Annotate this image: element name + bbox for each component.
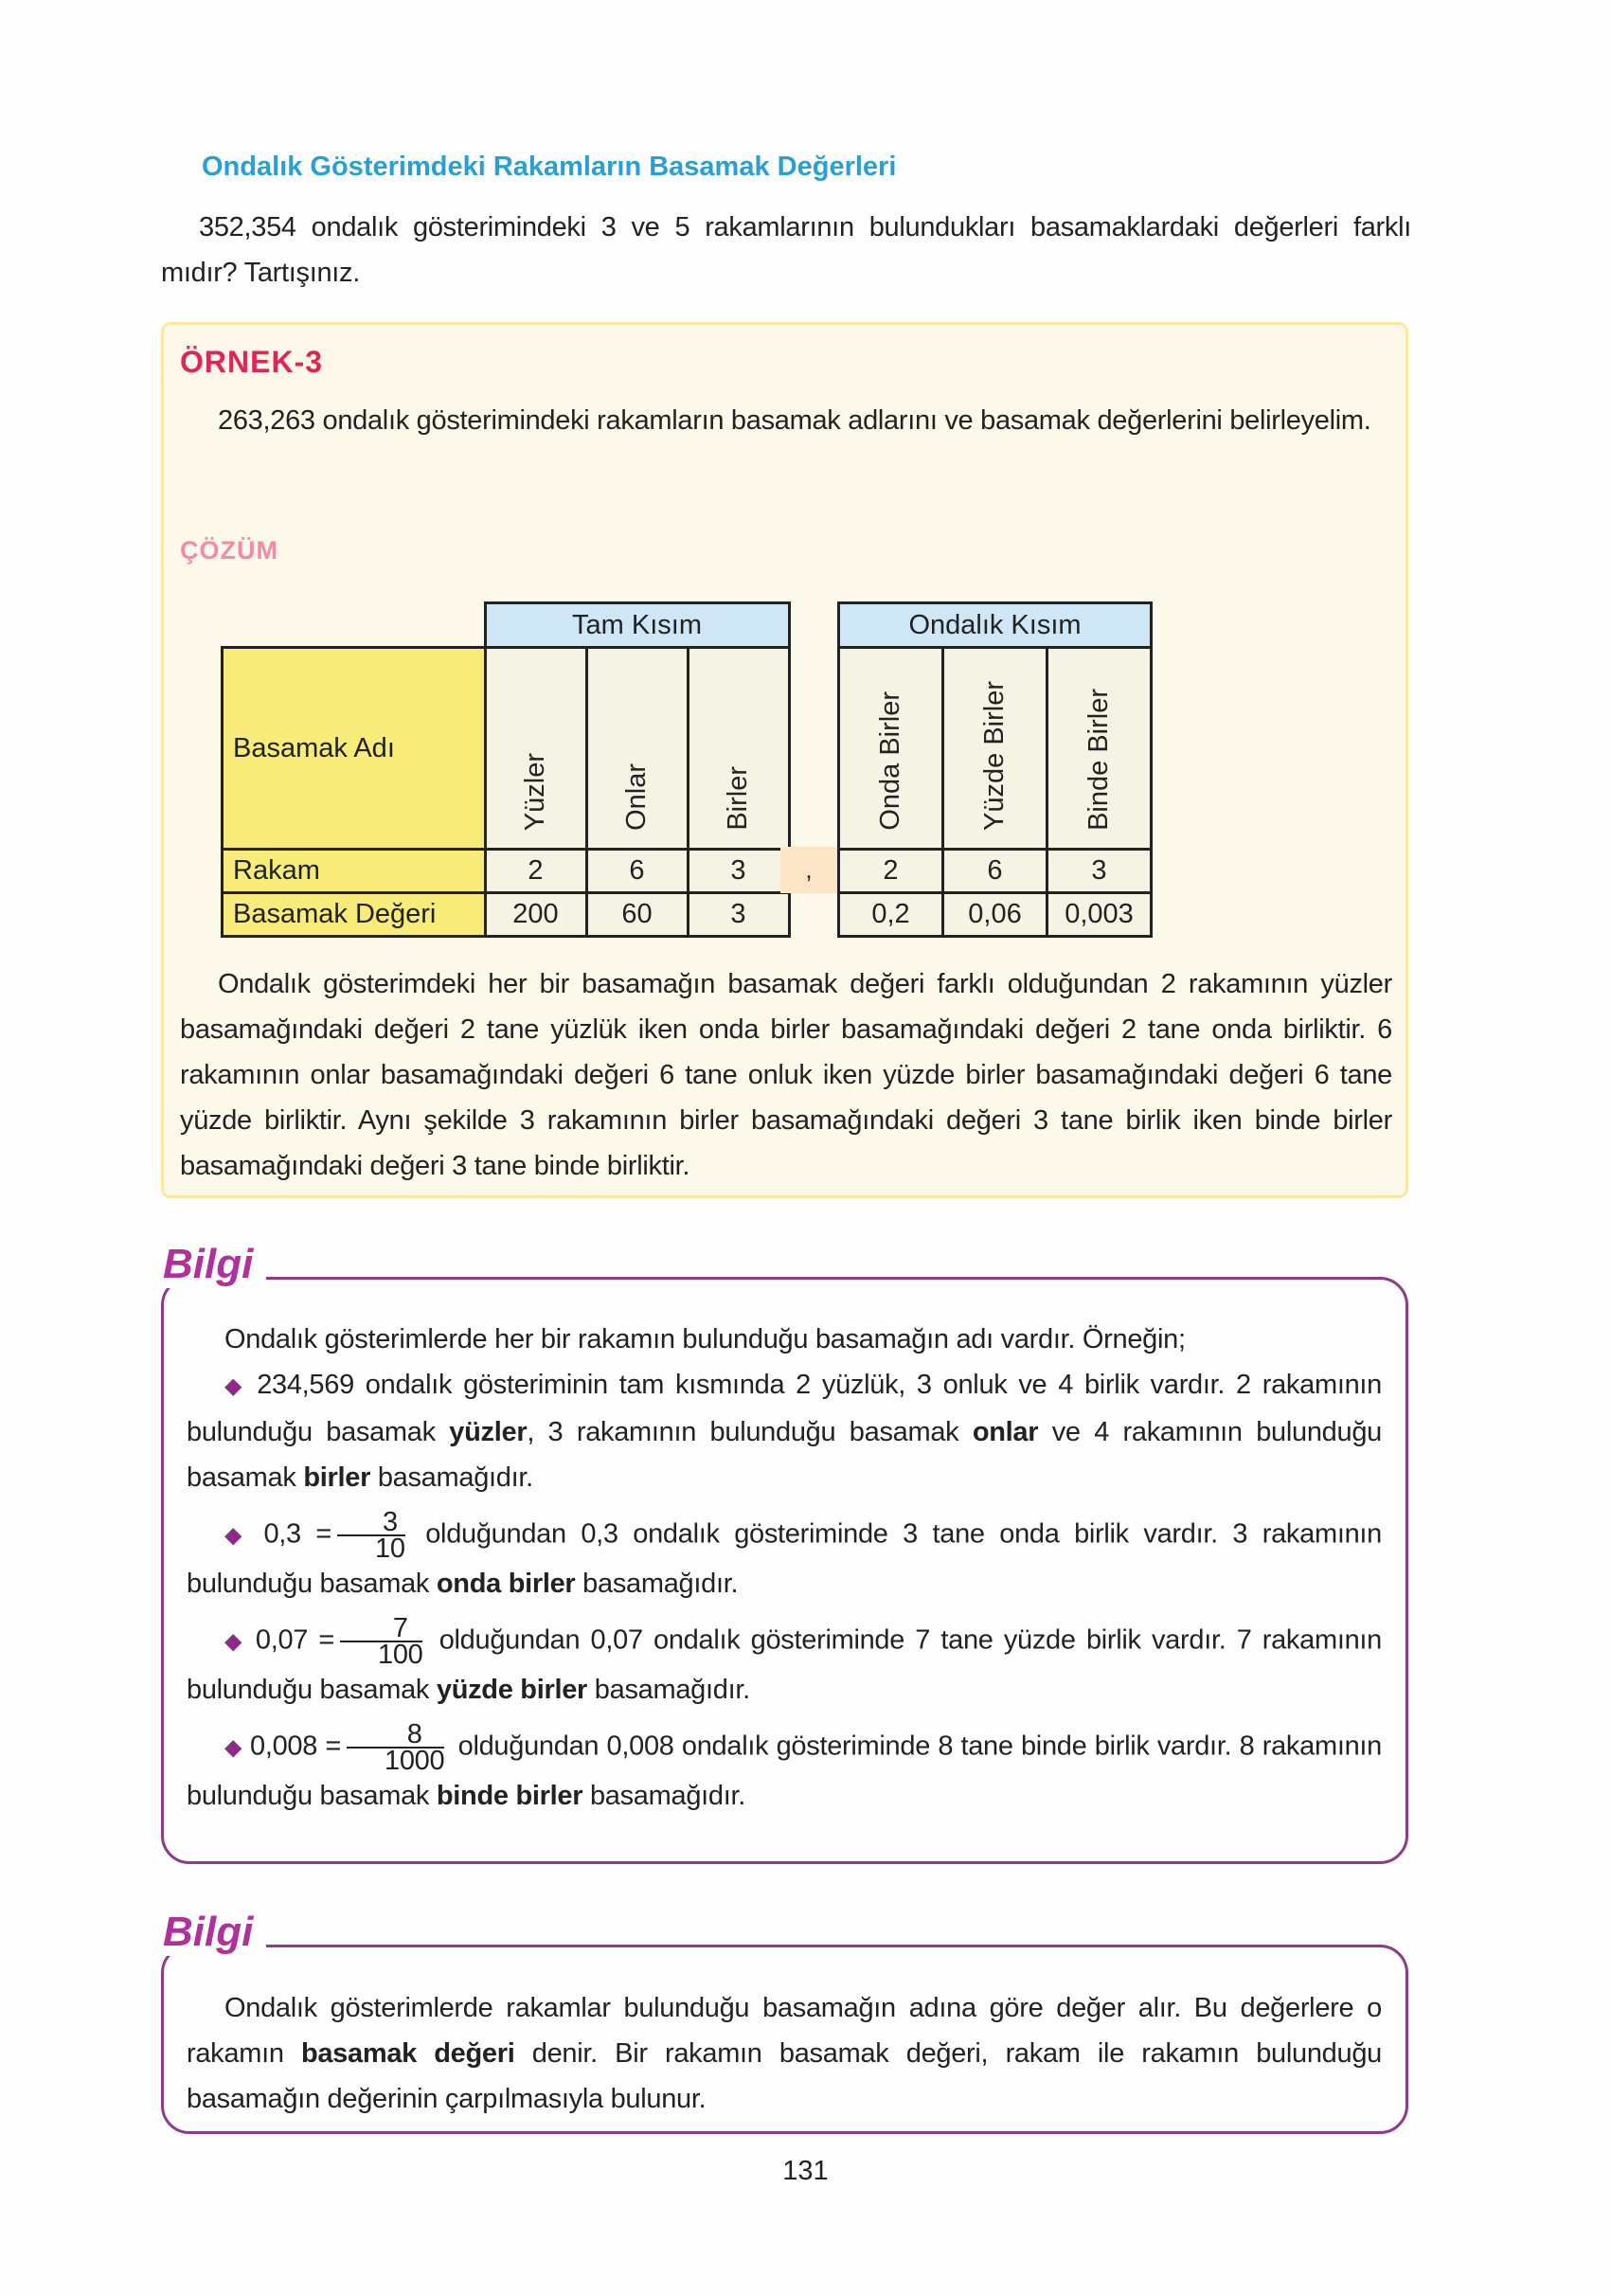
section-title: Ondalık Gösterimdeki Rakamların Basamak Değerleri [202, 152, 897, 182]
example-question: 263,263 ondalık gösterimindeki rakamların basamak adlarını ve basamak değerlerini belirleyelim. [218, 405, 1371, 436]
digit-cell: 2 [839, 850, 943, 893]
place-name: Onda Birler [839, 648, 943, 850]
fraction: $\frac{8}{1000}$ [347, 1722, 444, 1773]
row-label-place-name: Basamak Adı [223, 648, 486, 850]
diamond-bullet-icon: ◆ [224, 1522, 249, 1549]
value-cell: 0,003 [1047, 893, 1152, 937]
value-cell: 200 [485, 893, 586, 937]
page-number: 131 [782, 2156, 829, 2186]
example-explanation: Ondalık gösterimdeki her bir basamağın basamak değeri farklı olduğundan 2 rakamının yüzler basamağındaki değeri 2 tane yüzlük iken onda birler basamağındaki değeri 2 tane onda birliktir. 6 rakamının onlar basamağındaki değeri 6 tane onluk iken yüzde birler basamağındaki değeri 6 tane yüzde birliktir. Aynı şekilde 3 rakamının birler basamağındaki değeri 3 tane birlik iken binde birler basamağındaki değeri 3 tane binde birliktir. [180, 969, 1392, 1181]
digit-cell: 3 [1047, 850, 1152, 893]
place-name: Onlar [586, 648, 688, 850]
row-label-digit: Rakam [223, 850, 486, 893]
example-label: ÖRNEK-3 [180, 345, 324, 379]
info-intro: Ondalık gösterimlerde her bir rakamın bulunduğu basamağın adı vardır. Örneğin; [224, 1324, 1186, 1354]
bullet-item: ◆ 0,3 = $\frac{3}{10}$ olduğundan 0,3 ondalık gösteriminde 3 tane onda birlik vardır. 3 rakamının bulunduğu basamak onda birler basamağıdır. [187, 1507, 1382, 1599]
diamond-bullet-icon: ◆ [224, 1734, 242, 1761]
bullet-item: ◆ 0,008 = $\frac{8}{1000}$ olduğundan 0,008 ondalık gösteriminde 8 tane binde birlik vardır. 8 rakamının bulunduğu basamak binde birler basamağıdır. [187, 1719, 1382, 1811]
row-label-place-value: Basamak Değeri [223, 893, 486, 937]
info-content [187, 1317, 1382, 1819]
fraction: $\frac{3}{10}$ [337, 1510, 405, 1561]
place-name: Yüzde Birler [943, 648, 1047, 850]
bullet-item: ◆ 234,569 ondalık gösteriminin tam kısmında 2 yüzlük, 3 onluk ve 4 birlik vardır. 2 rakamının bulunduğu basamak yüzler, 3 rakamının bulunduğu basamak onlar ve 4 rakamının bulunduğu basamak birler basamağıdır. [187, 1370, 1383, 1493]
info-label: Bilgi [163, 1909, 266, 1956]
decimal-separator: , [780, 847, 837, 893]
decimal-part-table [837, 601, 1153, 938]
digit-cell: 3 [688, 850, 789, 893]
info-label: Bilgi [163, 1241, 266, 1288]
decimal-part-header: Ondalık Kısım [839, 603, 1152, 648]
digit-cell: 2 [485, 850, 586, 893]
value-cell: 3 [688, 893, 789, 937]
info-content: Ondalık gösterimlerde rakamlar bulunduğu basamağın adına göre değer alır. Bu değerlere o rakamın basamak değeri denir. Bir rakamın basamak değeri, rakam ile rakamın bulunduğu basamağın değerinin çarpılmasıyla bulunur. [187, 1993, 1382, 2114]
bullet-item: ◆ 0,07 = $\frac{7}{100}$ olduğundan 0,07 ondalık gösteriminde 7 tane yüzde birlik vardır. 7 rakamının bulunduğu basamak yüzde birler basamağıdır. [187, 1613, 1382, 1705]
intro-paragraph: 352,354 ondalık gösterimindeki 3 ve 5 rakamlarının bulundukları basamaklardaki değerleri farklı mıdır? Tartışınız. [161, 212, 1411, 288]
whole-part-table [221, 601, 791, 938]
diamond-bullet-icon: ◆ [224, 1628, 245, 1655]
place-name: Birler [688, 648, 789, 850]
value-cell: 60 [586, 893, 688, 937]
digit-cell: 6 [586, 850, 688, 893]
whole-part-header: Tam Kısım [485, 603, 789, 648]
place-name: Binde Birler [1047, 648, 1152, 850]
place-name: Yüzler [485, 648, 586, 850]
fraction: $\frac{7}{100}$ [340, 1616, 423, 1667]
solution-label: ÇÖZÜM [180, 536, 278, 565]
value-cell: 0,2 [839, 893, 943, 937]
digit-cell: 6 [943, 850, 1047, 893]
value-cell: 0,06 [943, 893, 1047, 937]
diamond-bullet-icon: ◆ [224, 1373, 246, 1399]
